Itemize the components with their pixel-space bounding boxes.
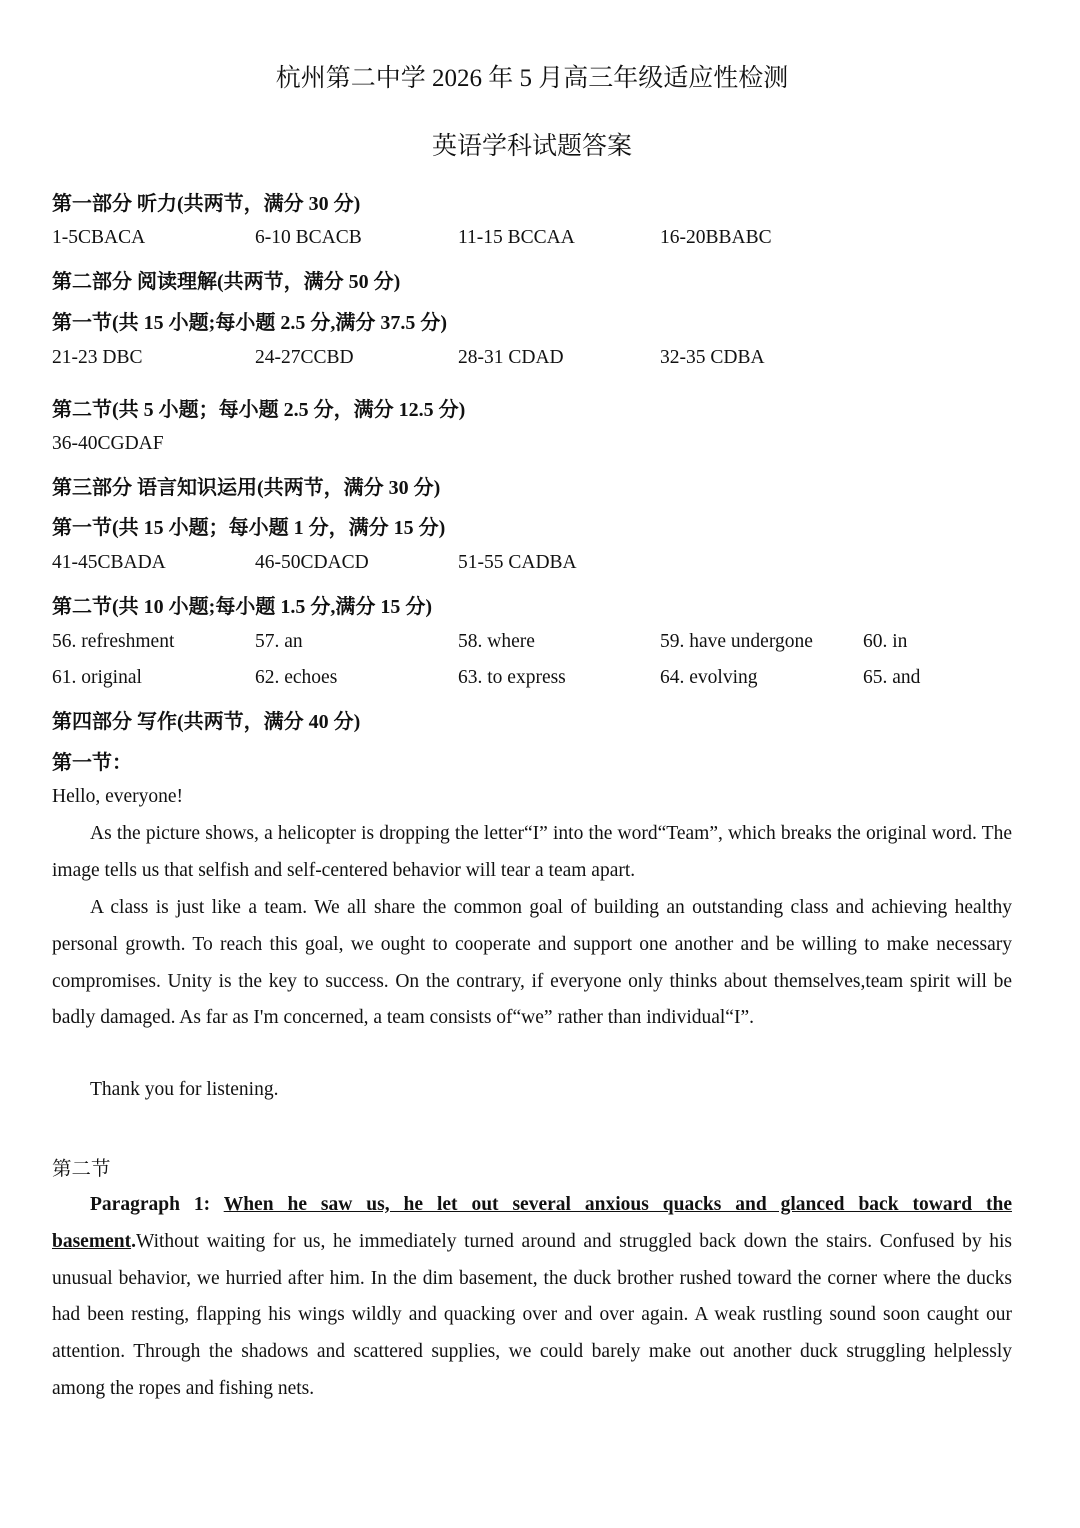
answer-item: 56. refreshment <box>52 631 175 652</box>
essay-paragraph: A class is just like a team. We all share the common goal of building an outstanding class and achieving healthy personal growth. To reach this goal, we ought to cooperate and support one another and be willing to make necessary compromises. Unity is the key to success. On the contrary, if everyone only thinks about themselves,team spirit will be badly damaged. As far as I'm concerned, a team consists of“we” rather than individual“I”. <box>52 897 1012 1029</box>
continuation-paragraph <box>52 1187 1012 1408</box>
paragraph-label: Paragraph 1: <box>90 1194 224 1215</box>
part3-section2-answer-row <box>52 631 1012 657</box>
answer-group: 24-27CCBD <box>255 347 354 368</box>
given-sentence: When he saw us, he let out several anxious quacks and glanced back toward the basement <box>52 1194 1012 1252</box>
part1-answer-row <box>52 227 1012 253</box>
answer-item: 64. evolving <box>660 667 758 688</box>
answer-group: 51-55 CADBA <box>458 552 577 573</box>
answer-item: 58. where <box>458 631 535 652</box>
part2-section1-heading: 第一节(共 15 小题;每小题 2.5 分,满分 37.5 分) <box>52 312 447 334</box>
essay-paragraph: As the picture shows, a helicopter is dropping the letter“I” into the word“Team”, which breaks the original word. The image tells us that selfish and self-centered behavior will tear a team apart. <box>52 823 1012 881</box>
essay-greeting: Hello, everyone! <box>52 786 184 807</box>
answer-item: 61. original <box>52 667 142 688</box>
essay-closing: Thank you for listening. <box>90 1079 279 1100</box>
part1-heading: 第一部分 听力(共两节，满分 30 分) <box>52 193 361 215</box>
given-sentence-end: . <box>131 1230 136 1252</box>
page-subtitle: 英语学科试题答案 <box>431 133 632 160</box>
part3-section1-heading: 第一节(共 15 小题；每小题 1 分，满分 15 分) <box>52 517 446 539</box>
answer-item: 63. to express <box>458 667 566 688</box>
answer-item: 59. have undergone <box>660 631 813 652</box>
part2-section2-answer-row <box>52 433 1012 459</box>
answer-group: 41-45CBADA <box>52 552 166 573</box>
part4-section1-heading: 第一节： <box>52 752 132 774</box>
answer-item: 60. in <box>863 631 908 652</box>
answer-group: 11-15 BCCAA <box>458 227 575 248</box>
answer-item: 62. echoes <box>255 667 338 688</box>
part3-heading: 第三部分 语言知识运用(共两节，满分 30 分) <box>52 477 441 499</box>
page-title: 杭州第二中学 2026 年 5 月高三年级适应性检测 <box>275 65 789 92</box>
answer-item: 57. an <box>255 631 303 652</box>
part2-section2-heading: 第二节(共 5 小题；每小题 2.5 分，满分 12.5 分) <box>52 399 466 421</box>
answer-group: 28-31 CDAD <box>458 347 564 368</box>
answer-item: 65. and <box>863 667 921 688</box>
answer-group: 46-50CDACD <box>255 552 369 573</box>
answer-group: 36-40CGDAF <box>52 433 164 454</box>
part2-section1-answer-row <box>52 347 1012 373</box>
part2-heading: 第二部分 阅读理解(共两节，满分 50 分) <box>52 271 401 293</box>
answer-group: 21-23 DBC <box>52 347 143 368</box>
part3-section2-heading: 第二节(共 10 小题;每小题 1.5 分,满分 15 分) <box>52 596 432 618</box>
answer-group: 1-5CBACA <box>52 227 146 248</box>
continuation-text: Without waiting for us, he immediately turned around and struggled back down the stairs. Confused by his unusual behavior, we hurried after him. In the dim basement, the duck brother rushed toward the corner where the ducks had been resting, flapping his wings wildly and quacking over and over again. A weak rustling sound soon caught our attention. Through the shadows and scattered supplies, we could barely make out another duck struggling helplessly among the ropes and fishing nets. <box>52 1230 1012 1399</box>
part4-section2-heading: 第二节 <box>52 1159 111 1180</box>
part4-heading: 第四部分 写作(共两节，满分 40 分) <box>52 711 361 733</box>
answer-group: 32-35 CDBA <box>660 347 765 368</box>
answer-group: 6-10 BCACB <box>255 227 362 248</box>
part3-section2-answer-row <box>52 667 1012 693</box>
part3-section1-answer-row <box>52 552 1012 578</box>
answer-group: 16-20BBABC <box>660 227 772 248</box>
